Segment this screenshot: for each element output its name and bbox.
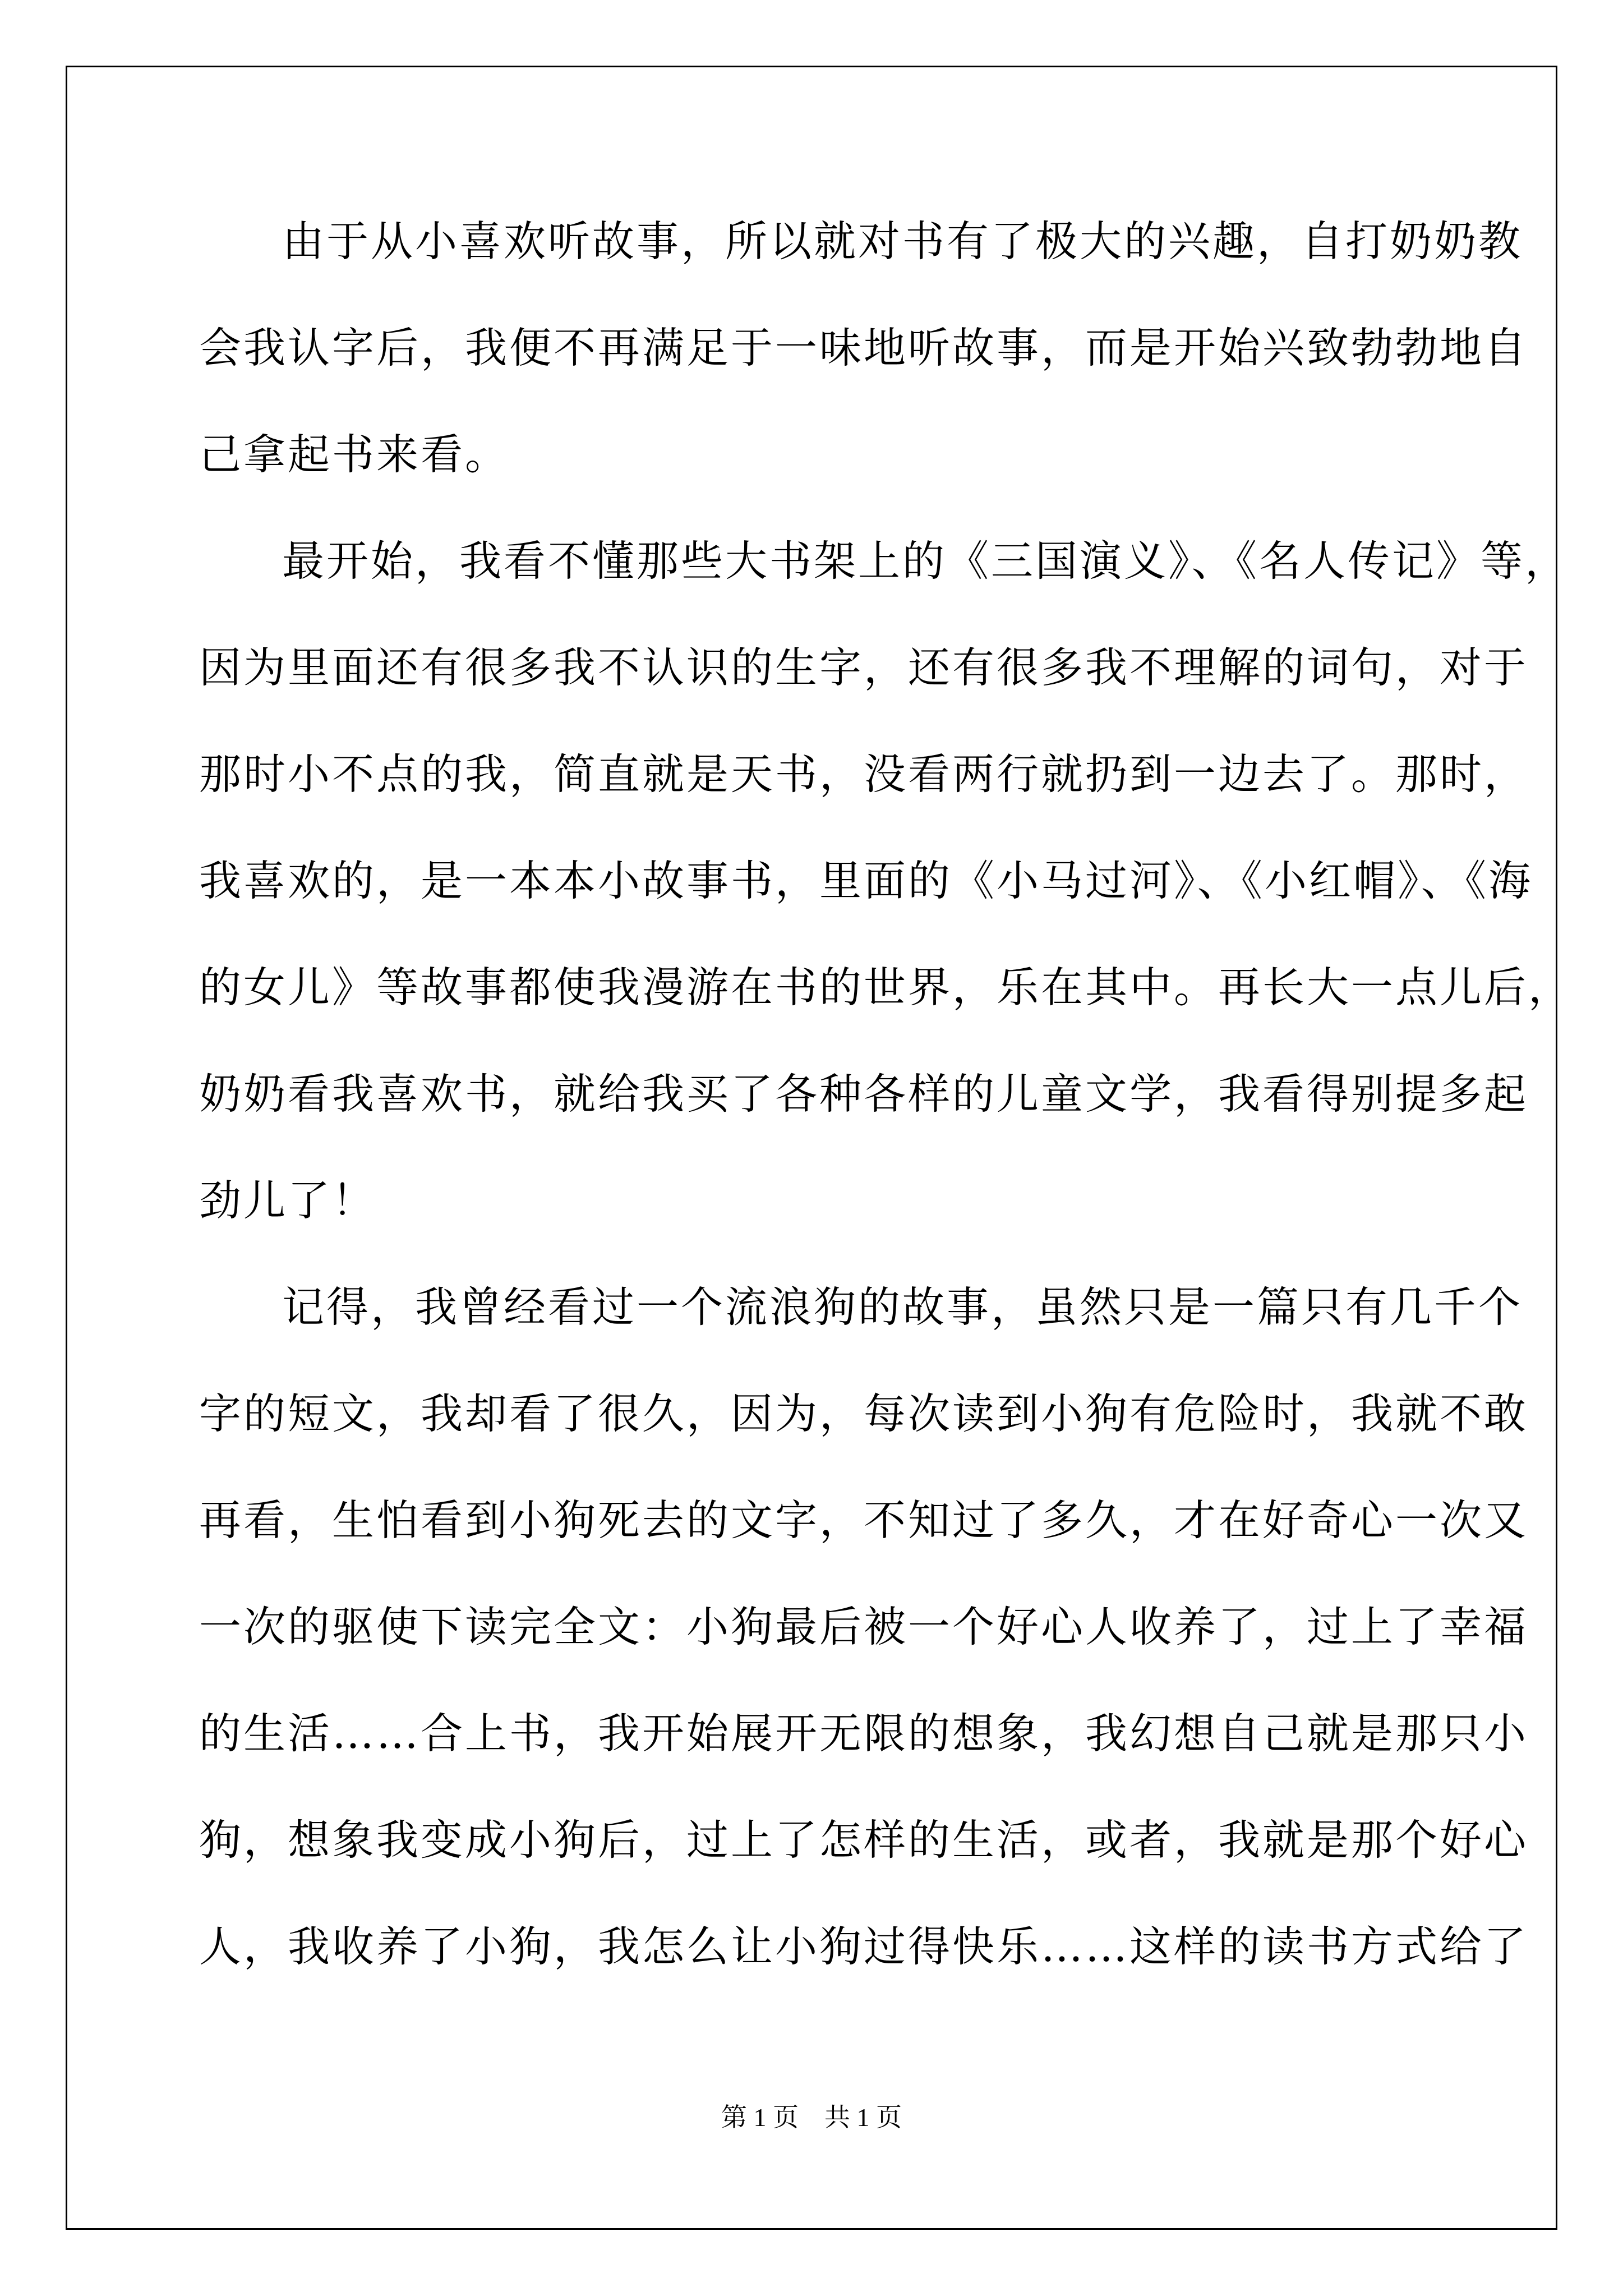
text-line: 字的短文，我却看了很久，因为，每次读到小狗有危险时，我就不敢 [199, 1389, 1529, 1438]
text-line: 人，我收养了小狗，我怎么让小狗过得快乐……这样的读书方式给了 [199, 1922, 1529, 1971]
text-line: 会我认字后，我便不再满足于一味地听故事，而是开始兴致勃勃地自 [199, 323, 1529, 372]
text-line: 记得，我曾经看过一个流浪狗的故事，虽然只是一篇只有几千个 [282, 1282, 1523, 1332]
page-border [66, 66, 1557, 2230]
text-line: 的生活……合上书，我开始展开无限的想象，我幻想自己就是那只小 [199, 1709, 1529, 1758]
text-line: 我喜欢的，是一本本小故事书，里面的《小马过河》、《小红帽》、《海 [199, 856, 1533, 905]
text-line: 奶奶看我喜欢书，就给我买了各种各样的儿童文学，我看得别提多起 [199, 1069, 1529, 1119]
text-line: 由于从小喜欢听故事，所以就对书有了极大的兴趣，自打奶奶教 [282, 217, 1523, 266]
text-line: 的女儿》等故事都使我漫游在书的世界，乐在其中。再长大一点儿后， [199, 963, 1573, 1012]
text-line: 再看，生怕看到小狗死去的文字，不知过了多久，才在好奇心一次又 [199, 1496, 1529, 1545]
text-line: 己拿起书来看。 [199, 430, 510, 479]
text-line: 最开始，我看不懂那些大书架上的《三国演义》、《名人传记》等， [282, 536, 1570, 586]
text-line: 因为里面还有很多我不认识的生字，还有很多我不理解的词句，对于 [199, 643, 1529, 692]
text-line: 那时小不点的我，简直就是天书，没看两行就扔到一边去了。那时， [199, 749, 1529, 799]
text-line: 劲儿了！ [199, 1176, 377, 1225]
page-number-footer: 第 1 页 共 1 页 [721, 2103, 902, 2132]
text-line: 一次的驱使下读完全文：小狗最后被一个好心人收养了，过上了幸福 [199, 1602, 1529, 1651]
text-line: 狗，想象我变成小狗后，过上了怎样的生活，或者，我就是那个好心 [199, 1815, 1529, 1865]
